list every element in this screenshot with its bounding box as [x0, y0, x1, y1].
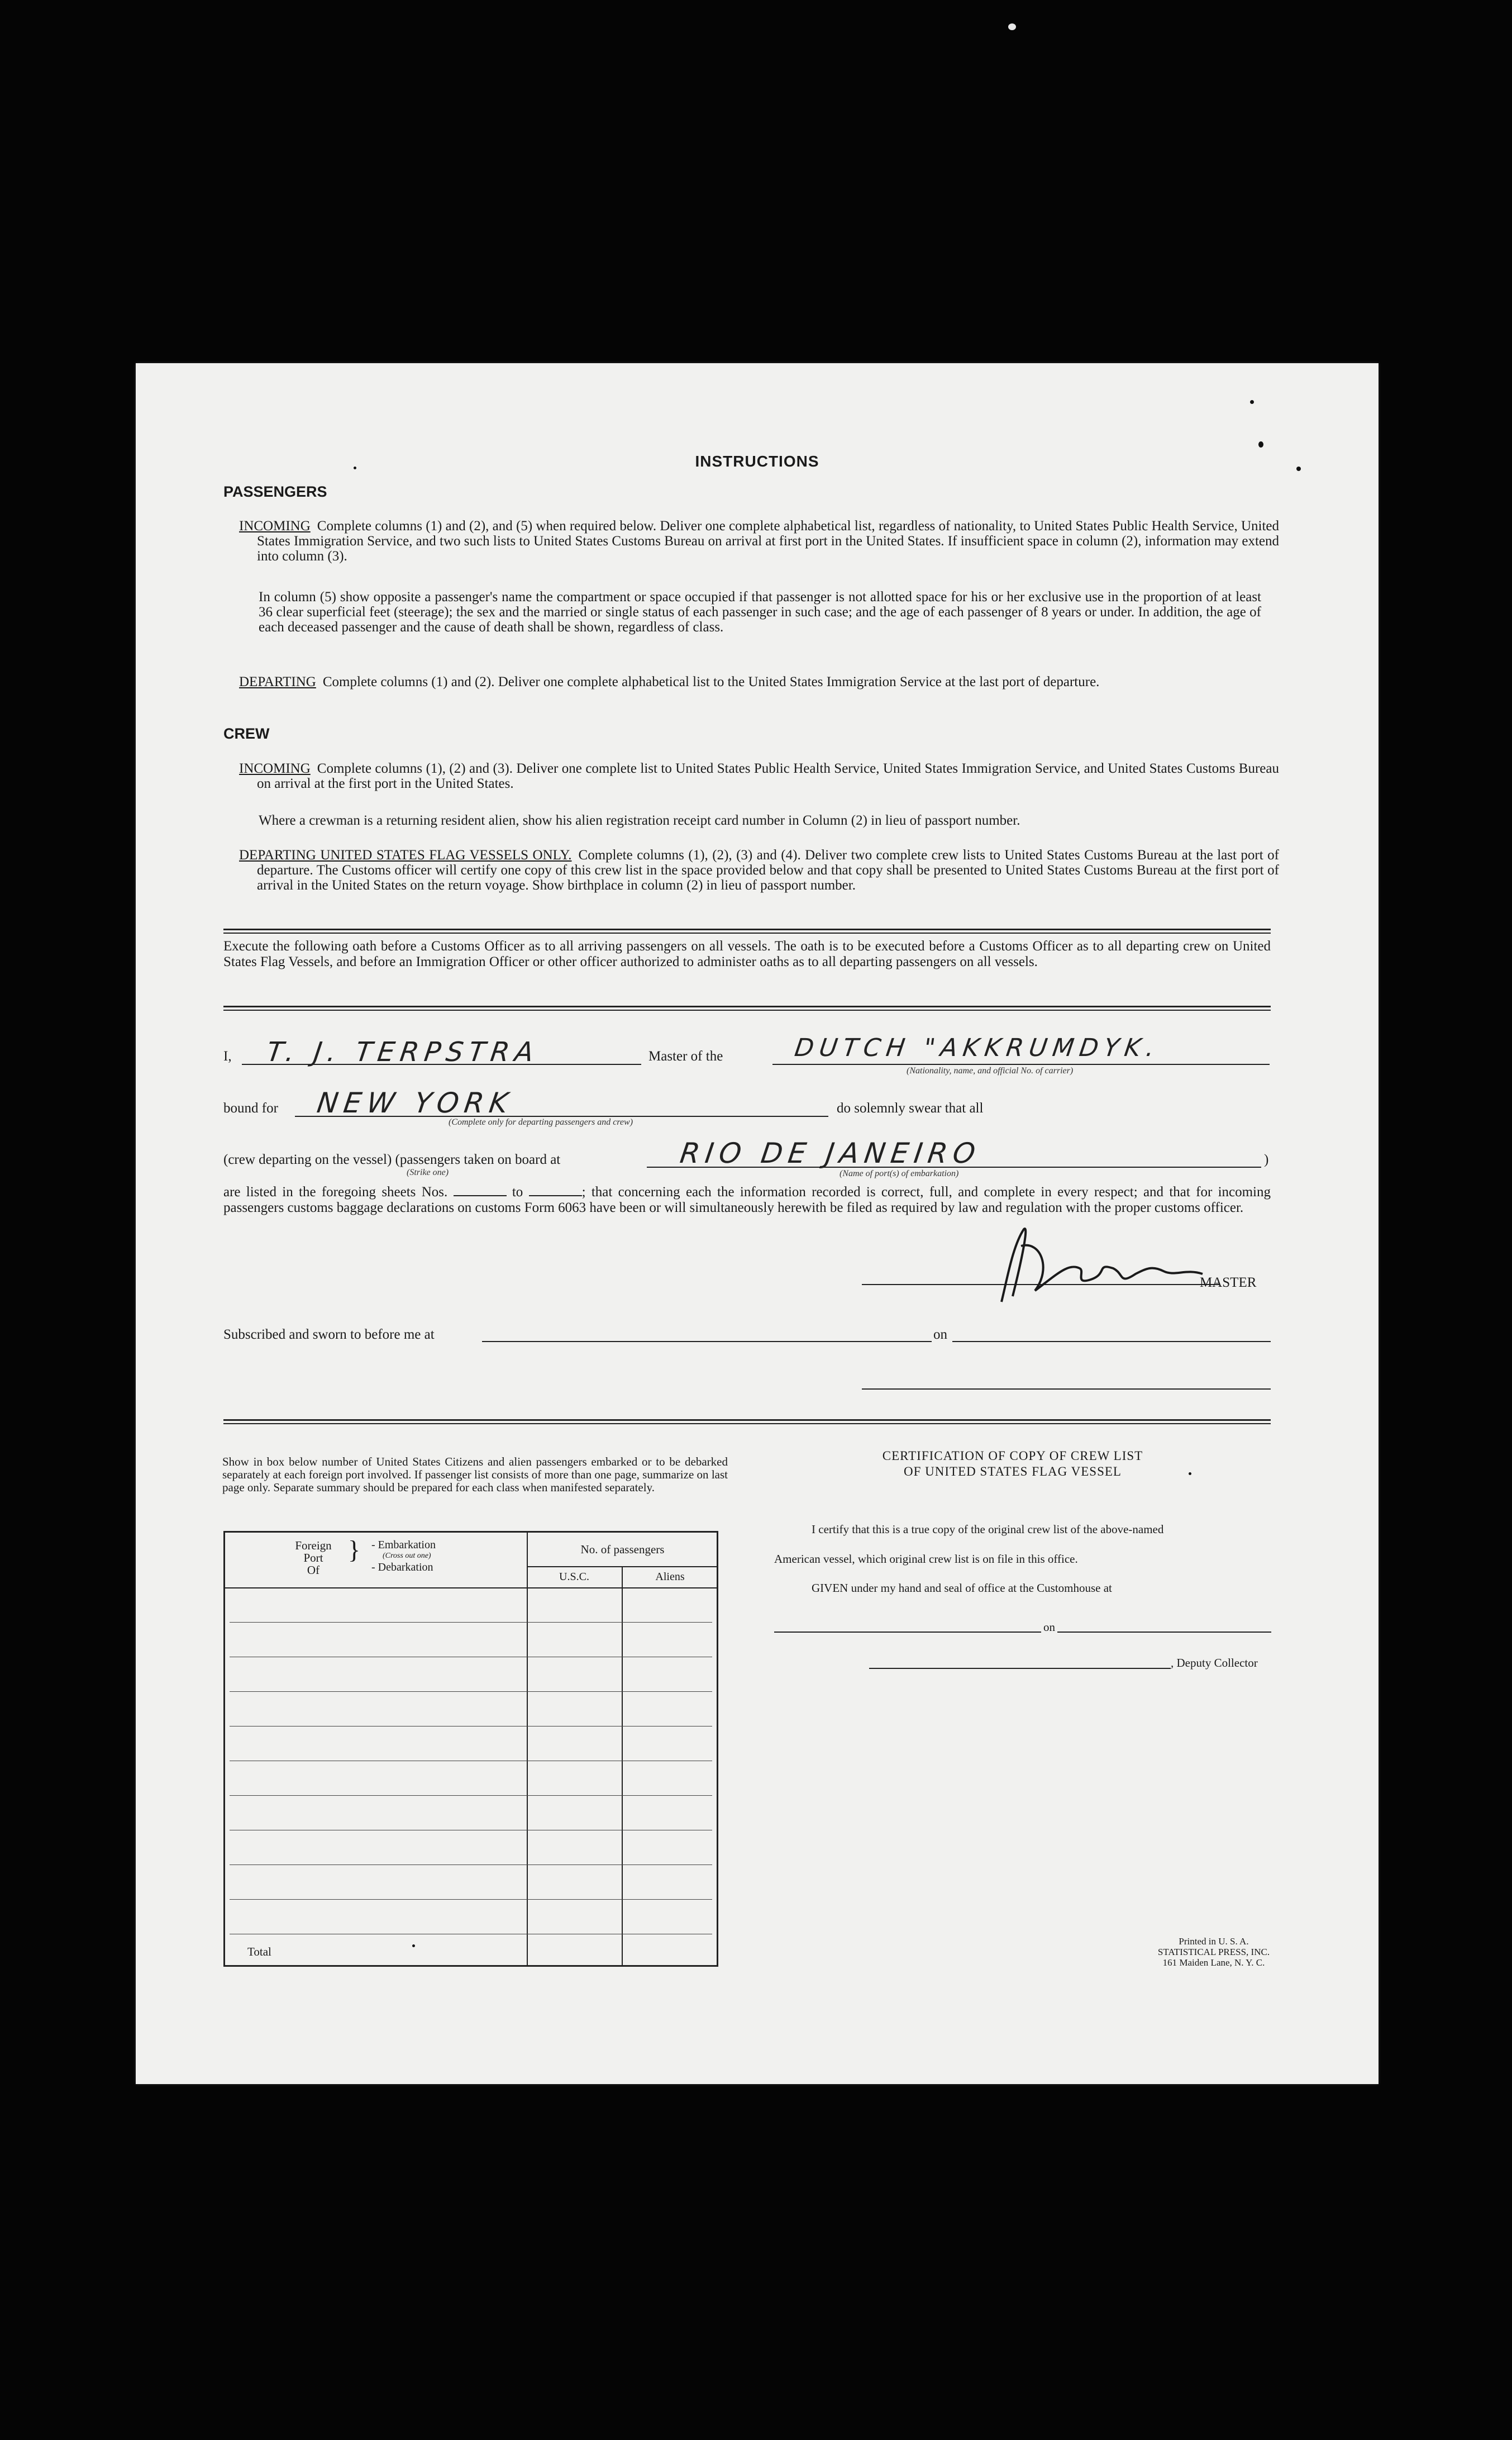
table-row-line [225, 1587, 717, 1588]
table-column-divider [622, 1566, 623, 1965]
passengers-incoming-text: Complete columns (1) and (2), and (5) when required below. Deliver one complete alphabetical list, regardless of nationality, to United States Public Health Service, United States Immigration Service, and two such lists to United States Customs Bureau on arrival at first port in the United States. If insufficient space in column (2), information may extend into column (3). [257, 519, 1279, 564]
i-label: I, [223, 1049, 232, 1064]
crew-departing-lead: DEPARTING UNITED STATES FLAG VESSELS ONLY. [239, 848, 572, 863]
passengers-departing-text: Complete columns (1) and (2). Deliver one complete alphabetical list to the United States Immigration Service at the last port of departure. [322, 674, 1100, 689]
embarkation-label: - Embarkation [371, 1539, 436, 1551]
deputy-collector-line[interactable] [869, 1668, 1171, 1669]
divider [223, 929, 1271, 934]
printer-line2: STATISTICAL PRESS, INC. [1157, 1947, 1270, 1957]
passenger-summary-table [223, 1531, 718, 1967]
column5-paragraph: In column (5) show opposite a passenger's name the compartment or space occupied if that passenger is not allotted space for his or her exclusive use in the proportion of at least 36 clear superficial feet (steerage); the sex and the married or single status of each passenger in such case; and the age of each passenger of 8 years or under. In addition, the age of each deceased passenger and the cause of death shall be shown, regardless of class. [259, 589, 1261, 635]
brace: } [348, 1535, 361, 1564]
aliens-header: Aliens [655, 1571, 685, 1583]
page-speck [1189, 1472, 1191, 1475]
crew-incoming-text: Complete columns (1), (2) and (3). Deliver one complete list to United States Public Health Service, United States Immigration Service, and United States Customs Bureau on arrival at the first port in the United States. [257, 761, 1279, 791]
bound-for-caption: (Complete only for departing passengers and crew) [449, 1117, 633, 1127]
table-header-divider [527, 1566, 717, 1567]
on-vessel-label: on the vessel) (passengers taken on board at [314, 1152, 561, 1167]
subscribed-label: Subscribed and sworn to before me at [223, 1327, 435, 1342]
usc-header: U.S.C. [559, 1571, 589, 1583]
no-passengers-header: No. of passengers [580, 1543, 665, 1556]
debarkation-label: - Debarkation [371, 1561, 433, 1573]
printer-imprint [1096, 1936, 1331, 1968]
passengers-departing-lead: DEPARTING [239, 674, 316, 689]
bound-for-handwritten: NEW YORK [314, 1087, 516, 1119]
strike-caption: (Strike one) [407, 1168, 449, 1177]
certification-title-line1: CERTIFICATION OF COPY OF CREW LIST [882, 1449, 1143, 1463]
swear-label: do solemnly swear that all [837, 1101, 984, 1116]
table-row-line [230, 1795, 712, 1796]
subscribed-on-label: on [933, 1327, 947, 1342]
listed-text-2: ; that concerning each the information recorded is correct, full, and complete in every respect; and that for incoming passengers customs baggage declarations on customs Form 6063 have been or will simultaneously herewith be filed as required by law and regulation with the proper customs officer. [223, 1185, 1271, 1215]
listed-text-1: are listed in the foregoing sheets Nos. [223, 1185, 448, 1200]
passengers-incoming-lead: INCOMING [239, 519, 311, 534]
embark-debark-options [371, 1539, 436, 1573]
crew-incoming-paragraph [239, 761, 1279, 791]
crew-departing-label: (crew departing [223, 1152, 312, 1167]
foreign-port-header [285, 1539, 341, 1576]
table-column-divider [527, 1533, 528, 1965]
master-name-handwritten: T. J. TERPSTRA [265, 1036, 541, 1068]
document-page [136, 363, 1379, 2084]
background-speck [1008, 23, 1016, 30]
of-label: Of [307, 1563, 320, 1577]
passengers-incoming-paragraph [239, 519, 1279, 564]
crew-incoming-lead: INCOMING [239, 761, 311, 776]
oath-statement [223, 1185, 1271, 1216]
to-label: to [512, 1185, 523, 1200]
passengers-heading: PASSENGERS [223, 483, 327, 500]
page-speck [1258, 441, 1263, 448]
passengers-departing-paragraph [239, 674, 1279, 689]
foreign-label: Foreign [295, 1539, 332, 1552]
certification-title-line2: OF UNITED STATES FLAG VESSEL [904, 1464, 1122, 1478]
oath-instructions: Execute the following oath before a Customs Officer as to all arriving passengers on all vessels. The oath is to be executed before a Customs Officer as to all departing crew on United States Flag Vessels, and before an Immigration Officer or other officer authorized to administer oaths as to all departing passengers on all vessels. [223, 939, 1271, 969]
sheet-to-blank[interactable] [529, 1195, 582, 1196]
cert-on-label: on [1043, 1620, 1055, 1634]
printer-line1: Printed in U. S. A. [1179, 1936, 1249, 1947]
crew-resident-paragraph: Where a crewman is a returning resident alien, show his alien registration receipt card number in Column (2) in lieu of passport number. [259, 813, 1020, 828]
total-label: Total [247, 1945, 271, 1958]
crew-departing-paragraph [239, 848, 1279, 893]
american-vessel-text: American vessel, which original crew list is on file in this office. [774, 1552, 1078, 1566]
table-row-line [230, 1622, 712, 1623]
page-title: INSTRUCTIONS [695, 453, 819, 470]
given-text: GIVEN under my hand and seal of office at the Customhouse at [812, 1581, 1112, 1595]
divider [223, 1419, 1271, 1424]
printer-line3: 161 Maiden Lane, N. Y. C. [1162, 1957, 1265, 1968]
vessel-caption: (Nationality, name, and official No. of carrier) [907, 1066, 1074, 1076]
master-signature [968, 1212, 1214, 1307]
master-of-label: Master of the [648, 1049, 723, 1064]
vessel-handwritten: DUTCH "AKKRUMDYK. [793, 1034, 1162, 1062]
summary-instructions: Show in box below number of United States Citizens and alien passengers embarked or to be debarked separately at each foreign port involved. If passenger list consists of more than one page, summarize on last page only. Separate summary should be prepared for each class when manifested separately. [222, 1455, 728, 1494]
customhouse-line[interactable] [774, 1632, 1041, 1633]
subscribed-place-line[interactable] [482, 1341, 932, 1342]
certification-title [756, 1448, 1270, 1480]
deputy-collector-label: , Deputy Collector [1171, 1656, 1258, 1670]
port-label: Port [303, 1551, 323, 1564]
table-row-line [230, 1899, 712, 1900]
divider [223, 1006, 1271, 1011]
page-speck [1250, 400, 1254, 404]
officer-signature-line[interactable] [862, 1388, 1271, 1390]
table-row-line [230, 1691, 712, 1692]
subscribed-date-line[interactable] [952, 1341, 1271, 1342]
master-label: MASTER [1200, 1275, 1257, 1290]
crew-departing-text: Complete columns (1), (2), (3) and (4). Deliver two complete crew lists to United States Customs Bureau at the last port of departure. The Customs officer will certify one copy of this crew list in the space provided below and that copy shall be presented to United States Customs Bureau at the first port of arrival in the United States on the return voyage. Show birthplace in column (2) in lieu of passport number. [257, 848, 1279, 893]
port-caption: (Name of port(s) of embarkation) [840, 1169, 959, 1178]
cert-date-line[interactable] [1057, 1632, 1271, 1633]
crew-passengers-row [223, 1152, 560, 1168]
vessel-line [772, 1064, 1270, 1065]
cross-out-note: (Cross out one) [383, 1552, 431, 1560]
crew-heading: CREW [223, 725, 270, 742]
port-handwritten: RIO DE JANEIRO [678, 1137, 983, 1169]
close-paren: ) [1264, 1152, 1269, 1167]
sheet-from-blank[interactable] [454, 1195, 507, 1196]
certify-text: I certify that this is a true copy of the original crew list of the above-named [812, 1523, 1164, 1536]
bound-for-label: bound for [223, 1101, 278, 1116]
